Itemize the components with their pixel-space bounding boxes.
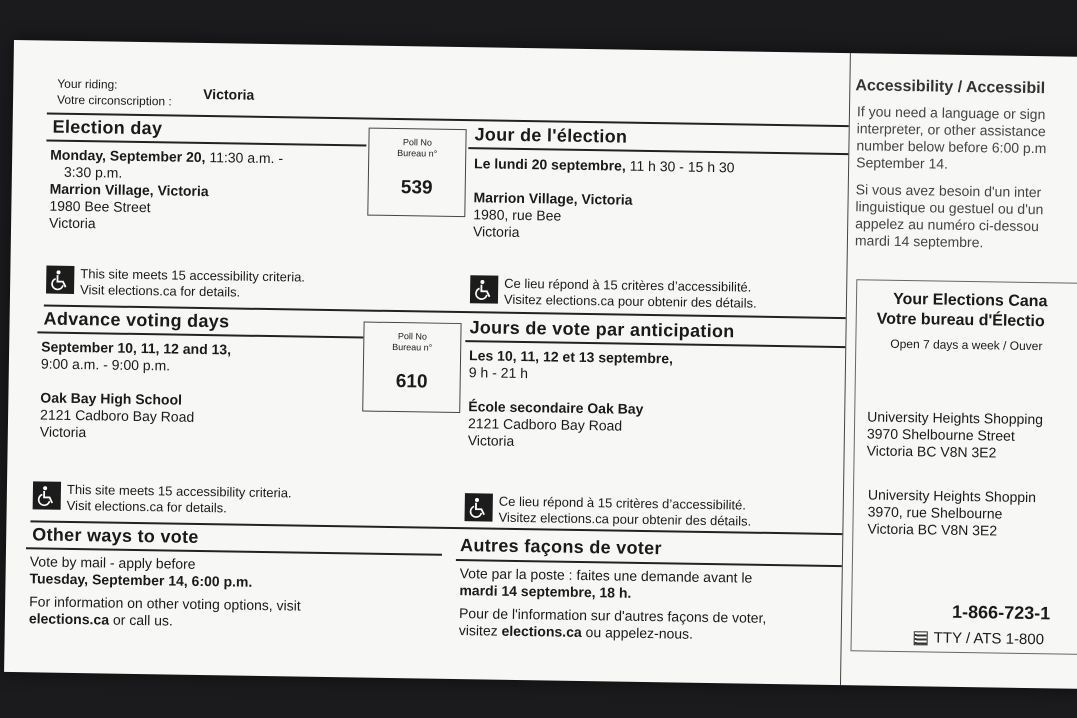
info-text: Pour de l'information sur d'autres façons de voter, — [458, 605, 767, 626]
poll-label-en: Poll No — [402, 137, 433, 148]
date-text: Les 10, 11, 12 et 13 septembre, — [468, 347, 674, 367]
office-title-fr: Votre bureau d'Électio — [876, 310, 1045, 331]
place-name: Marrion Village, Victoria — [473, 189, 633, 208]
other-details-fr — [459, 565, 840, 645]
place-name: Oak Bay High School — [40, 389, 183, 408]
poll-box-advance — [362, 322, 461, 414]
divider — [37, 331, 363, 338]
divider — [46, 140, 366, 147]
tty-icon — [914, 631, 928, 645]
riding-value: Victoria — [203, 85, 255, 103]
mail-vote-text: Vote par la poste : faites une demande avant le — [459, 565, 753, 586]
address-line: 3970, rue Shelbourne — [867, 503, 1003, 522]
text-line: Si vous avez besoin d'un inter — [855, 181, 1042, 201]
other-details-en — [29, 553, 440, 633]
time-text: 9 h - 21 h — [468, 364, 529, 382]
date-text: September 10, 11, 12 and 13, — [41, 338, 232, 358]
date-text: Monday, September 20, — [50, 146, 206, 166]
tty-number: TTY / ATS 1-800 — [933, 629, 1045, 649]
phone-number[interactable]: 1-866-723-1 — [951, 601, 1051, 624]
details-link-text: Visit elections.ca for details. — [79, 282, 241, 300]
info-text-cont: ou appelez-nous. — [581, 623, 694, 642]
accessibility-text: This site meets 15 accessibility criteria. — [66, 481, 292, 501]
address-line: Victoria BC V8N 3E2 — [866, 442, 997, 461]
office-address-en — [867, 408, 1044, 462]
advance-title-en: Advance voting days — [43, 308, 230, 332]
accessibility-text: Ce lieu répond à 15 critères d’accessibilité. — [498, 493, 747, 513]
mail-deadline: mardi 14 septembre, 18 h. — [459, 582, 632, 601]
election-day-title-fr: Jour de l'élection — [474, 124, 628, 147]
time-text: 11 h 30 - 15 h 30 — [629, 157, 735, 176]
poll-box-election-day — [367, 128, 466, 218]
text-line: number below before 6:00 p.m — [856, 137, 1047, 157]
city: Victoria — [467, 432, 515, 449]
accessibility-text: Ce lieu répond à 15 critères d’accessibilité. — [504, 275, 752, 295]
riding-label-en: Your riding: — [57, 76, 118, 92]
accessibility-note-fr — [464, 493, 751, 529]
date-text: Le lundi 20 septembre, — [473, 155, 626, 174]
address-line: Victoria BC V8N 3E2 — [867, 520, 998, 539]
elections-office-box — [851, 279, 1077, 655]
address-line: University Heights Shopping — [867, 408, 1044, 428]
divider — [468, 147, 848, 155]
text-line: If you need a language or sign — [856, 103, 1046, 123]
advance-details-en — [40, 338, 360, 445]
time-text-cont: 3:30 p.m. — [63, 163, 123, 181]
info-text: For information on other voting options, visit — [29, 593, 301, 614]
poll-label-fr: Bureau n° — [397, 148, 438, 159]
accessibility-info-en — [856, 103, 1047, 174]
office-title-en: Your Elections Cana — [892, 290, 1048, 311]
place-name: Marrion Village, Victoria — [49, 180, 209, 200]
time-text: 11:30 a.m. - — [209, 149, 284, 167]
text-line: interpreter, or other assistance — [856, 120, 1046, 140]
divider — [465, 340, 845, 348]
text-line: September 14. — [856, 154, 949, 172]
election-day-details-fr — [473, 155, 844, 246]
address-line: 3970 Shelbourne Street — [866, 425, 1015, 444]
election-day-details-en — [49, 147, 360, 237]
text-line: mardi 14 septembre. — [854, 232, 984, 251]
other-title-en: Other ways to vote — [32, 524, 199, 547]
office-address-fr — [867, 486, 1036, 540]
tty-line[interactable] — [914, 629, 1045, 648]
elections-link[interactable]: elections.ca — [28, 610, 110, 628]
place-name: École secondaire Oak Bay — [468, 398, 644, 417]
advance-title-fr: Jours de vote par anticipation — [469, 317, 735, 342]
side-divider — [840, 53, 851, 685]
riding-label-fr: Votre circonscription : — [56, 92, 172, 109]
details-link-text: Visitez elections.ca pour obtenir des détails. — [498, 509, 752, 529]
poll-number: 610 — [395, 371, 428, 393]
accessibility-info-fr — [855, 181, 1044, 252]
wheelchair-icon — [470, 275, 498, 303]
accessibility-note-fr — [470, 275, 757, 311]
office-hours: Open 7 days a week / Ouver — [890, 336, 1043, 354]
advance-details-fr — [468, 347, 840, 455]
accessibility-note-en — [46, 266, 305, 302]
city: Victoria — [39, 423, 87, 441]
details-link-text: Visit elections.ca for details. — [66, 497, 227, 516]
mail-deadline: Tuesday, September 14, 6:00 p.m. — [29, 570, 253, 590]
info-text-prefix: visitez — [458, 622, 502, 639]
elections-link[interactable]: elections.ca — [501, 622, 582, 640]
wheelchair-icon — [33, 481, 61, 509]
text-line: appelez au numéro ci-dessou — [855, 215, 1040, 235]
street-address: 1980 Bee Street — [49, 197, 151, 216]
poll-label-en: Poll No — [397, 331, 427, 342]
divider — [47, 113, 849, 128]
street-address: 1980, rue Bee — [473, 206, 562, 224]
poll-number: 539 — [400, 177, 433, 199]
other-title-fr: Autres façons de voter — [459, 535, 662, 559]
city: Victoria — [472, 223, 520, 240]
voter-information-card — [4, 40, 1077, 689]
street-address: 2121 Cadboro Bay Road — [39, 406, 195, 425]
accessibility-title: Accessibility / Accessibil — [855, 77, 1046, 98]
mail-vote-text: Vote by mail - apply before — [29, 553, 196, 572]
text-line: linguistique ou gestuel ou d'un — [855, 198, 1044, 218]
poll-label-fr: Bureau n° — [392, 341, 433, 353]
street-address: 2121 Cadboro Bay Road — [467, 415, 623, 434]
wheelchair-icon — [46, 266, 74, 294]
info-text-cont: or call us. — [108, 611, 173, 629]
address-line: University Heights Shoppin — [867, 486, 1037, 506]
details-link-text: Visitez elections.ca pour obtenir des détails. — [503, 291, 757, 311]
accessibility-note-en — [33, 481, 292, 517]
city: Victoria — [49, 214, 96, 232]
election-day-title-en: Election day — [52, 116, 163, 139]
wheelchair-icon — [464, 493, 492, 521]
accessibility-text: This site meets 15 accessibility criteria. — [80, 266, 306, 285]
time-text: 9:00 a.m. - 9:00 p.m. — [40, 355, 171, 374]
